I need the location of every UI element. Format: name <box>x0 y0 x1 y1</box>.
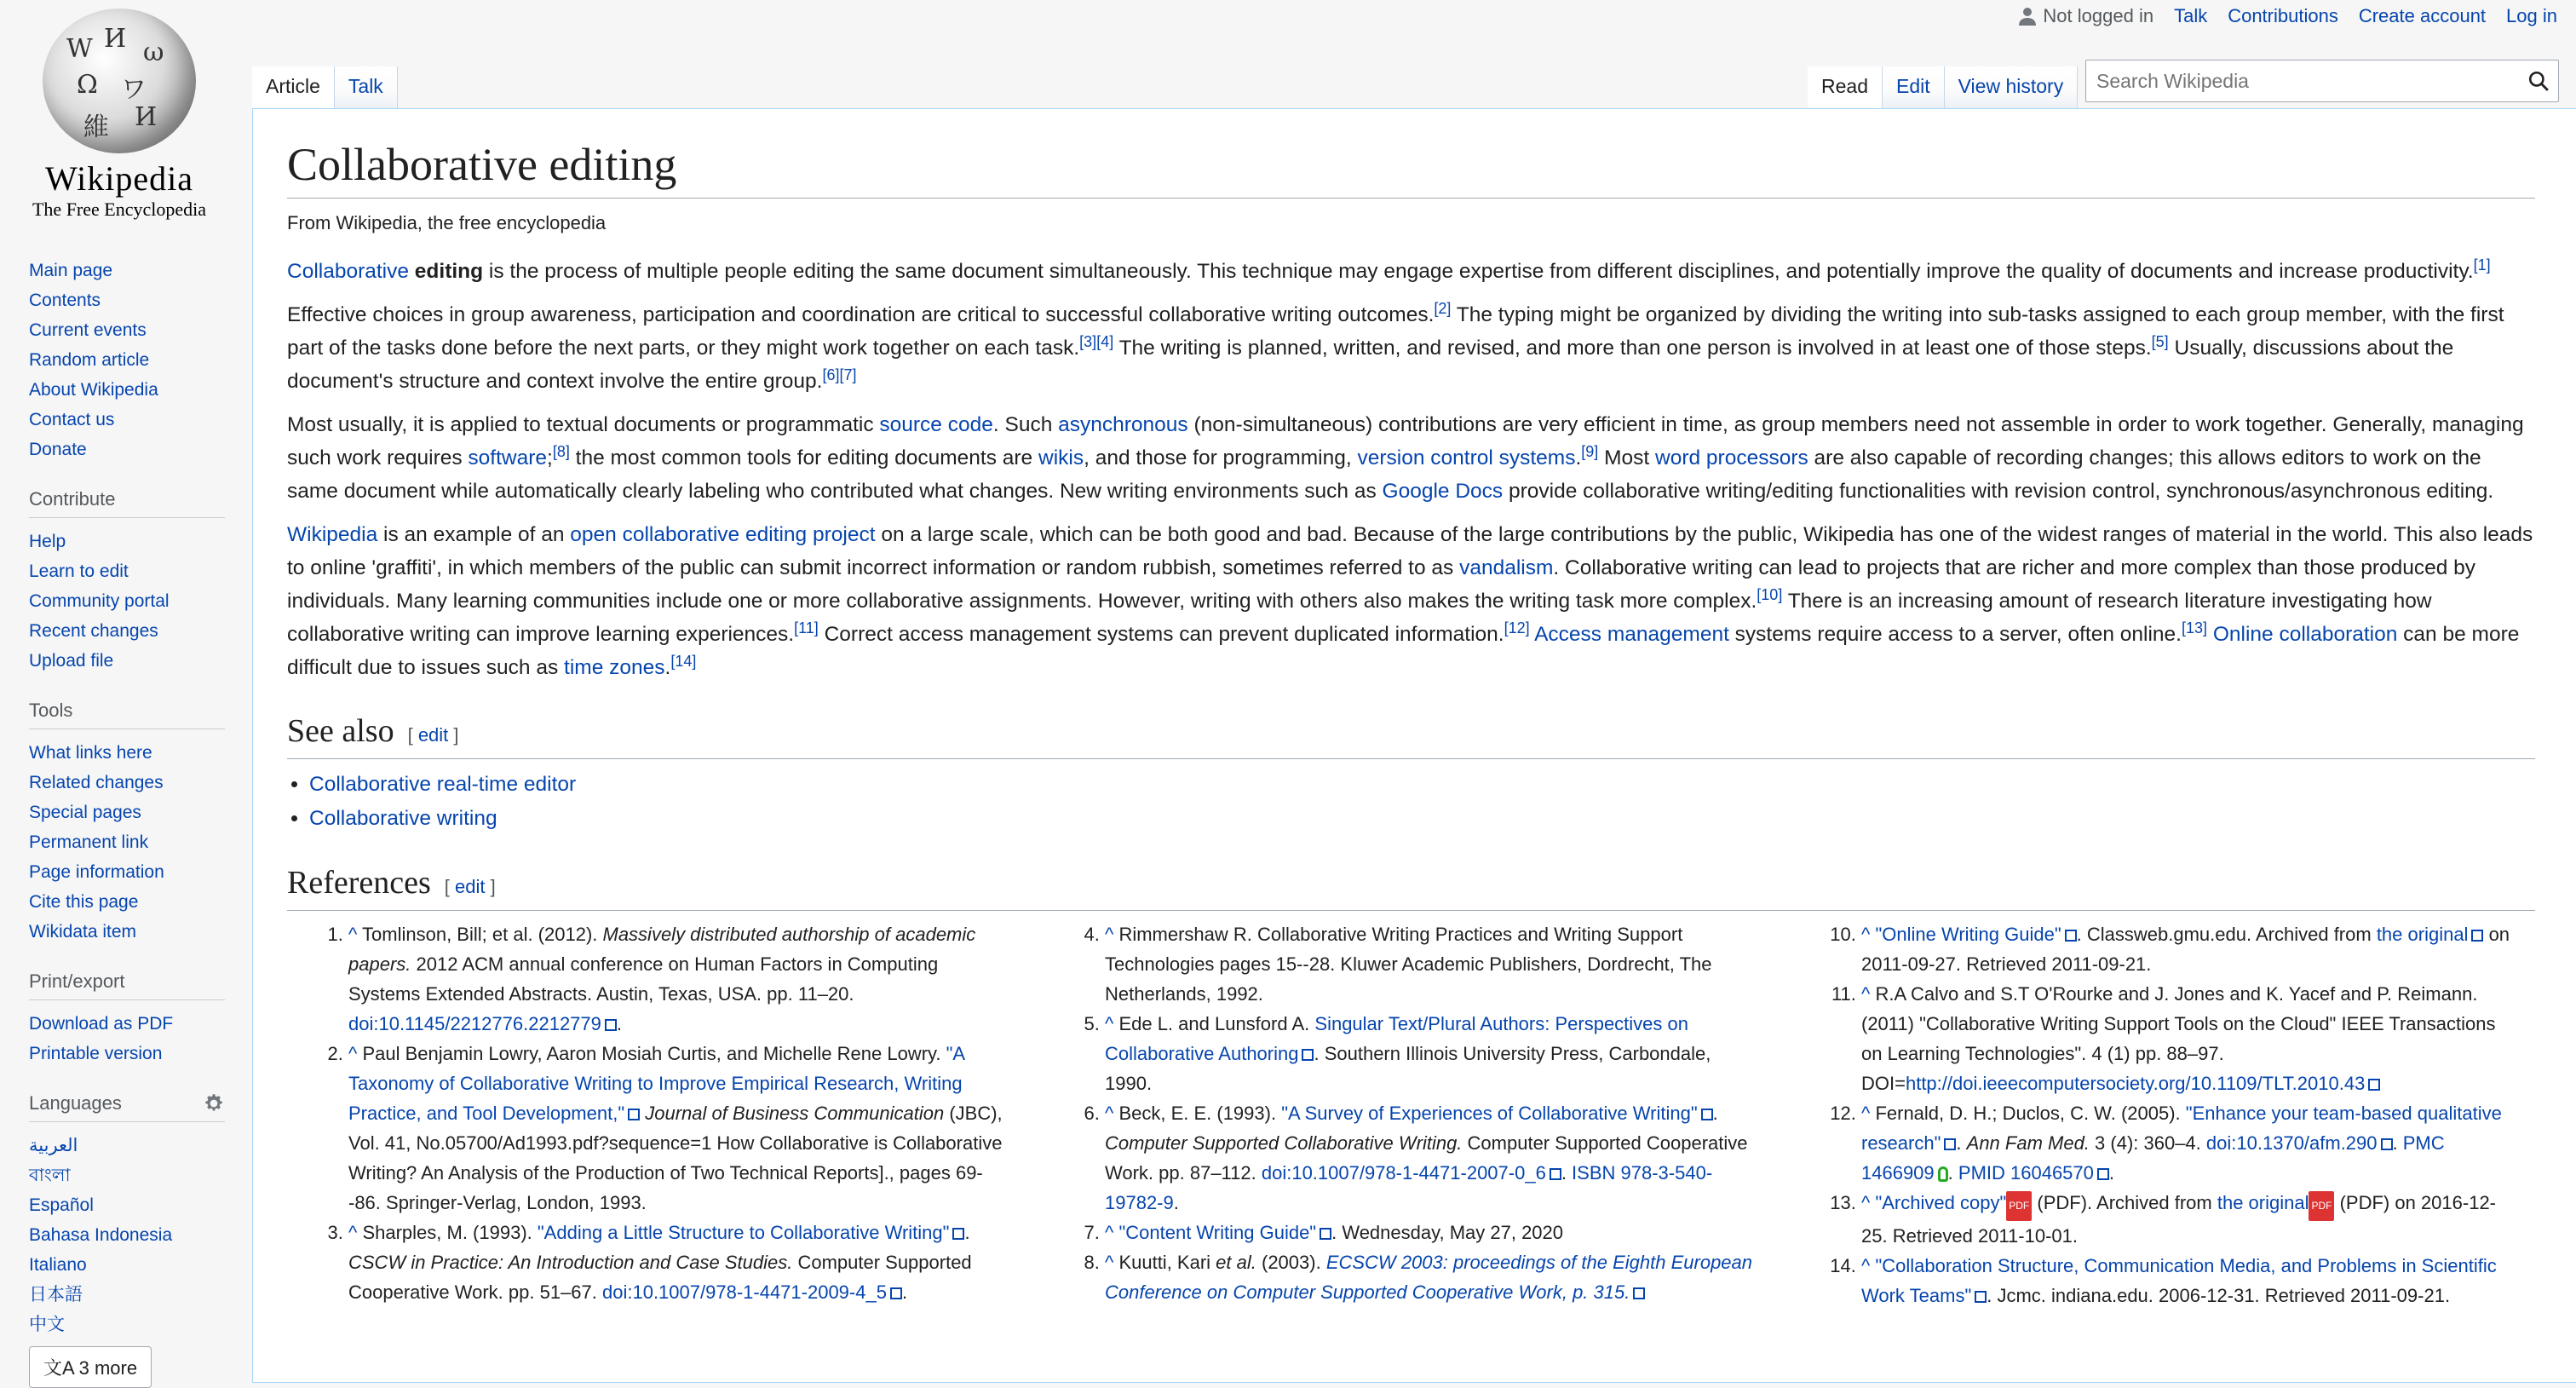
reference-item <box>348 1039 1004 1218</box>
tab-edit[interactable] <box>1883 66 1945 109</box>
sidebar-item-lang-it[interactable]: Italiano <box>29 1255 87 1275</box>
ref-link[interactable]: [2] <box>1434 299 1452 317</box>
tab-view-history[interactable] <box>1945 66 2079 109</box>
text: Most usually, it is applied to textual documents or programmatic <box>287 413 880 436</box>
text: . <box>1575 446 1582 469</box>
text: There is an increasing amount of research literature investigating how collaborative writing can improve learning experiences. <box>287 590 2432 646</box>
doi-value-link[interactable]: :10.1370/afm.290 <box>2231 1132 2378 1154</box>
tab-read[interactable]: Read <box>1808 66 1883 109</box>
see-also-item[interactable]: Collaborative writing <box>309 807 497 830</box>
text: are also capable of recording changes; this allows editors to work on the same document while automatically clearly labeling who contributed what changes. New writing environments such as <box>287 446 2481 503</box>
sidebar-item-wikidata-item[interactable]: Wikidata item <box>29 922 137 942</box>
backlink[interactable]: ^ <box>1105 1222 1114 1243</box>
external-link-icon <box>2471 930 2483 942</box>
references-column-3 <box>1800 919 2517 1310</box>
ref-link[interactable]: [3] <box>1079 332 1097 350</box>
text: . Such <box>992 413 1059 436</box>
reference-link[interactable]: "Enhance your team-based qualitative research" <box>1861 1103 2502 1154</box>
namespace-tabs <box>252 66 398 109</box>
text: 3 (4): 360–4. <box>2089 1132 2206 1154</box>
external-link-icon <box>1975 1291 1987 1303</box>
isbn-link[interactable]: ISBN <box>1572 1162 1616 1184</box>
reference-link[interactable]: "Content Writing Guide" <box>1118 1222 1317 1243</box>
doi-value-link[interactable]: :10.1145/2212776.2212779 <box>373 1013 601 1034</box>
tab-article[interactable]: Article <box>252 66 335 109</box>
see-also-item[interactable]: Collaborative real-time editor <box>309 773 577 796</box>
pdf-icon: PDF <box>2309 1191 2334 1221</box>
text: . Classweb.gmu.edu. Archived from <box>2076 924 2377 945</box>
reference-link[interactable]: "Archived copy" <box>1875 1192 2007 1213</box>
open-access-icon <box>1938 1166 1948 1182</box>
search-icon[interactable] <box>2519 70 2558 92</box>
backlink[interactable]: ^ <box>1105 1103 1114 1124</box>
sidebar-item-download-pdf[interactable]: Download as PDF <box>29 1014 174 1034</box>
pmc-link[interactable]: PMC <box>2402 1132 2445 1154</box>
print-list <box>29 1009 225 1068</box>
wikipedia-logo[interactable] <box>17 9 221 222</box>
text: ; <box>547 446 553 469</box>
text: Effective choices in group awareness, participation and coordination are critical to successful collaborative writing outcomes. <box>287 303 1435 326</box>
personal-tools <box>2019 5 2557 27</box>
reference-item <box>1105 919 1761 1009</box>
link-wikis[interactable]: wikis <box>1038 446 1084 469</box>
text: . <box>2392 1132 2403 1154</box>
reference-link[interactable]: "Adding a Little Structure to Collaborative Writing" <box>537 1222 950 1243</box>
wordmark: Wikipedia <box>45 159 193 198</box>
sidebar-item-lang-bn[interactable]: বাংলা <box>29 1166 71 1185</box>
sidebar-item-help[interactable]: Help <box>29 532 66 551</box>
backlink[interactable]: ^ <box>348 924 358 945</box>
text: , and those for programming, <box>1084 446 1358 469</box>
backlink[interactable]: ^ <box>1861 983 1871 1005</box>
reference-item: 3. ^ Sharples, M. (1993). "Adding a Little Structure to Collaborative Writing" . CSCW in Practice: An Introduction and Case Studies. Computer Supported Cooperative Work. pp. 51–67. doi:10.1007/978-1-4471-2009-4_5 . <box>348 1218 1004 1307</box>
pmid-value-link[interactable]: 16046570 <box>2004 1162 2094 1184</box>
backlink[interactable]: ^ <box>1105 1013 1114 1034</box>
archive-link[interactable]: the original <box>2217 1192 2309 1213</box>
text: (2003). <box>1256 1252 1326 1273</box>
sidebar-item-what-links-here[interactable]: What links here <box>29 743 152 763</box>
text: is an example of an <box>377 523 571 546</box>
ref-link[interactable]: [9] <box>1581 442 1599 460</box>
reference-item <box>1105 1009 1761 1098</box>
text: (PDF) on 2016-12-25. Retrieved 2011-10-01. <box>1861 1192 2497 1247</box>
text: . <box>1956 1132 1967 1154</box>
text: . Wednesday, May 27, 2020 <box>1331 1222 1564 1243</box>
not-logged-in-label: Not logged in <box>2043 5 2154 26</box>
ref-link[interactable]: [6] <box>822 366 840 383</box>
text: Paul Benjamin Lowry, Aaron Mosiah Curtis, and Michelle Rene Lowry. <box>357 1043 946 1064</box>
external-link-icon <box>1701 1109 1713 1120</box>
ref-link[interactable]: [10] <box>1757 585 1783 603</box>
paragraph-1 <box>287 255 2535 288</box>
link-access-management[interactable]: Access management <box>1534 623 1729 646</box>
ref-link[interactable]: [13] <box>2181 619 2207 636</box>
tab-talk-label[interactable]: Talk <box>348 75 383 97</box>
reference-item <box>1861 1188 2517 1251</box>
talk-link[interactable]: Talk <box>2174 5 2208 26</box>
text: . Jcmc. indiana.edu. 2006-12-31. Retrieved 2011-09-21. <box>1987 1285 2451 1306</box>
navigation-list <box>29 256 225 464</box>
sidebar-item-special-pages[interactable]: Special pages <box>29 803 141 822</box>
text: The typing might be organized by dividing the writing into sub-tasks assigned to each group member, with the first part of the tasks done before the next parts, or they might work together on each task. <box>287 303 2504 360</box>
tools-heading: Tools <box>29 700 225 729</box>
text: Massively distributed authorship of academic papers. <box>348 924 976 975</box>
reference-link[interactable]: Singular Text/Plural Authors: Perspectives on Collaborative Authoring <box>1105 1013 1688 1064</box>
text: Kuutti, Kari <box>1113 1252 1216 1273</box>
doi-link[interactable]: doi <box>1261 1162 1287 1184</box>
ref-link[interactable]: [5] <box>2151 332 2169 350</box>
text: Ann Fam Med. <box>1966 1132 2090 1154</box>
section-edit: [ edit ] <box>407 724 459 746</box>
doi-value-link[interactable]: :10.1007/978-1-4471-2007-0_6 <box>1286 1162 1546 1184</box>
tools-list <box>29 738 225 947</box>
link-asynchronous[interactable]: asynchronous <box>1058 413 1188 436</box>
sidebar-item-community-portal[interactable]: Community portal <box>29 591 170 611</box>
sidebar-item-contact[interactable]: Contact us <box>29 410 115 429</box>
reference-item <box>1105 1218 1761 1247</box>
text: can be more difficult due to issues such as <box>287 623 2520 679</box>
tab-talk[interactable] <box>335 66 398 109</box>
text: (non-simultaneous) contributions are very efficient in time, as group members need not assemble in order to work together. Generally, managing such work requires <box>287 413 2524 469</box>
link-version-control[interactable]: version control systems <box>1357 446 1576 469</box>
external-link-icon <box>1944 1138 1956 1150</box>
bold-editing: editing <box>409 260 484 283</box>
ref-link[interactable]: [4] <box>1096 332 1114 350</box>
text: on 2011-09-27. Retrieved 2011-09-21. <box>1861 924 2510 975</box>
backlink[interactable]: ^ <box>1861 1103 1871 1124</box>
sidebar-item-lang-ar[interactable]: العربية <box>29 1136 78 1155</box>
reference-link[interactable]: "Collaboration Structure, Communication Media, and Problems in Scientific Work Teams" <box>1861 1255 2497 1306</box>
external-link-icon <box>952 1228 964 1240</box>
see-also-heading <box>287 710 2535 759</box>
text: is the process of multiple people editing the same document simultaneously. This technique may engage expertise from different disciplines, and potentially improve the quality of documents and increase productivity. <box>483 260 2474 283</box>
text: Computer Supported Cooperative Work. pp. 87–112. <box>1105 1132 1748 1184</box>
reference-item: 6. ^ Beck, E. E. (1993). "A Survey of Experiences of Collaborative Writing" . Computer Supported Collaborative Writing. Computer Supported Cooperative Work. pp. 87–112. doi:10.1007/978-1-4471-2007-0_6 . ISBN 978-3-540-19782-9. <box>1105 1098 1761 1218</box>
sidebar-item-learn-to-edit[interactable]: Learn to edit <box>29 562 129 581</box>
pmc-value-link[interactable]: 1466909 <box>1861 1162 1935 1184</box>
external-link-icon <box>2097 1168 2109 1180</box>
search-box <box>2085 60 2559 102</box>
link-collaborative[interactable]: Collaborative <box>287 260 409 283</box>
references-column-1 <box>287 919 1004 1310</box>
link-open-collaborative[interactable]: open collaborative editing project <box>570 523 876 546</box>
text: . <box>1173 1192 1179 1213</box>
tagline: The Free Encyclopedia <box>32 199 206 220</box>
references-title: References <box>287 865 431 901</box>
create-account-link[interactable]: Create account <box>2358 5 2487 26</box>
reference-item <box>1861 979 2517 1098</box>
edit-section-link[interactable]: edit <box>417 724 449 746</box>
ref-link[interactable]: [12] <box>1504 619 1530 636</box>
gear-icon[interactable] <box>203 1092 225 1114</box>
see-also-list <box>287 768 2535 836</box>
link-word-processors[interactable]: word processors <box>1655 446 1808 469</box>
link-google-docs[interactable]: Google Docs <box>1382 480 1504 503</box>
external-link-icon <box>1302 1049 1314 1061</box>
tab-view-history-label[interactable]: View history <box>1958 75 2064 97</box>
doi-link[interactable]: doi <box>2205 1132 2232 1154</box>
see-also-title: See also <box>287 713 394 749</box>
site-subtitle: From Wikipedia, the free encyclopedia <box>287 212 607 233</box>
view-tabs <box>1808 66 2078 109</box>
page-title: Collaborative editing <box>287 135 2535 199</box>
external-link-icon <box>1320 1228 1331 1240</box>
sidebar-item-random-article[interactable]: Random article <box>29 350 150 370</box>
contribute-list <box>29 527 225 676</box>
reference-link[interactable]: "A Survey of Experiences of Collaborative Writing" <box>1281 1103 1698 1124</box>
link-time-zones[interactable]: time zones <box>564 656 665 679</box>
external-link-icon <box>2368 1079 2380 1091</box>
isbn-value-link[interactable]: 978-3-540-19782-9 <box>1105 1162 1713 1213</box>
backlink[interactable]: ^ <box>1861 924 1871 945</box>
text: . <box>1947 1162 1958 1184</box>
external-link-icon <box>628 1109 640 1120</box>
external-link-icon <box>2381 1138 2393 1150</box>
text: . Southern Illinois University Press, Carbondale, 1990. <box>1105 1043 1711 1094</box>
text: Fernald, D. H.; Duclos, C. W. (2005). <box>1870 1103 2186 1124</box>
sidebar-item-lang-ja[interactable]: 日本語 <box>29 1285 83 1304</box>
text: R.A Calvo and S.T O'Rourke and J. Jones and K. Yacef and P. Reimann. (2011) "Collaborative Writing Support Tools on the Cloud" IEEE Transactions on Learning Technologies". 4 (1) pp. 88–97. DOI= <box>1861 983 2496 1094</box>
search-input[interactable] <box>2086 70 2519 93</box>
sidebar-item-related-changes[interactable]: Related changes <box>29 773 164 792</box>
text: (PDF). Archived from <box>2032 1192 2217 1213</box>
pmid-link[interactable]: PMID <box>1958 1162 2005 1184</box>
text: . Collaborative writing can lead to projects that are richer and more complex than those produced by individuals. Many learning communities include one or more collaborative assignments. However, writing with others also makes the writing task more complex. <box>287 556 2476 613</box>
ref-link[interactable]: [14] <box>670 652 697 670</box>
sidebar-item-main-page[interactable]: Main page <box>29 261 113 280</box>
text <box>2207 623 2213 646</box>
sidebar-item-cite-this-page[interactable]: Cite this page <box>29 892 139 912</box>
text: the most common tools for editing documents are <box>569 446 1038 469</box>
ref-link[interactable]: [7] <box>839 366 857 383</box>
text: on a large scale, which can be both good and bad. Because of the large contributions by the public, Wikipedia has one of the widest ranges of material in the world. This also leads to online 'graffiti', in which members of the public can submit incorrect information or random rubbish, sometimes referred to as <box>287 523 2533 579</box>
text: Rimmershaw R. Collaborative Writing Practices and Writing Support Technologies pages 15--28. Kluwer Academic Publishers, Dordrecht, The Netherlands, 1992. <box>1105 924 1712 1005</box>
contribute-heading: Contribute <box>29 488 225 518</box>
reference-link[interactable]: "Online Writing Guide" <box>1875 924 2061 945</box>
sidebar <box>29 256 225 1388</box>
references-list <box>287 919 2535 1310</box>
globe-icon: W И ω Ω ワ 維 И <box>43 9 196 153</box>
sidebar-item-current-events[interactable]: Current events <box>29 320 147 340</box>
reference-item: 1. ^ Tomlinson, Bill; et al. (2012). Massively distributed authorship of academic papers. 2012 ACM annual conference on Human Factors in Computing Systems Extended Abstracts. Austin, Texas, USA. pp. 11–20. doi:10.1145/2212776.2212779 . <box>348 919 1004 1039</box>
more-languages-label: 3 more <box>78 1357 138 1379</box>
text: Most <box>1598 446 1656 469</box>
languages-list <box>29 1131 225 1339</box>
reference-item <box>1861 1251 2517 1310</box>
link-software[interactable]: software <box>468 446 548 469</box>
text: Tomlinson, Bill; et al. (2012). <box>357 924 603 945</box>
section-edit: [ edit ] <box>444 876 496 897</box>
not-logged-in <box>2019 5 2153 27</box>
sidebar-item-contents[interactable]: Contents <box>29 291 101 310</box>
text: (JBC), Vol. 41, No.05700/Ad1993.pdf?sequence=1 How Collaborative is Collaborative Writing? An Analysis of the Production of Two Technical Reports]., pages 69--86. Springer-Verlag, London, 1993. <box>348 1103 1003 1213</box>
contributions-link[interactable]: Contributions <box>2228 5 2338 26</box>
sidebar-item-page-information[interactable]: Page information <box>29 862 164 882</box>
external-link-icon <box>2065 930 2077 942</box>
paragraph-3 <box>287 408 2535 508</box>
text: Journal of Business Communication <box>640 1103 945 1124</box>
text: Usually, discussions about the document's structure and context involve the entire group. <box>287 337 2454 393</box>
languages-heading <box>29 1092 225 1122</box>
edit-section-link[interactable]: edit <box>455 876 486 897</box>
sidebar-item-permanent-link[interactable]: Permanent link <box>29 832 149 852</box>
sidebar-item-lang-id[interactable]: Bahasa Indonesia <box>29 1225 173 1245</box>
user-icon <box>2019 7 2036 26</box>
doi-value-link[interactable]: :10.1007/978-1-4471-2009-4_5 <box>627 1281 887 1303</box>
link-wikipedia[interactable]: Wikipedia <box>287 523 378 546</box>
log-in-link[interactable]: Log in <box>2506 5 2557 26</box>
sidebar-item-about[interactable]: About Wikipedia <box>29 380 158 400</box>
reference-link[interactable]: http://doi.ieeecomputersociety.org/10.1109/TLT.2010.43 <box>1905 1073 2366 1094</box>
sidebar-item-lang-es[interactable]: Español <box>29 1195 94 1215</box>
backlink[interactable]: ^ <box>348 1043 358 1064</box>
text: . <box>1712 1103 1718 1124</box>
backlink[interactable]: ^ <box>1861 1192 1871 1213</box>
backlink[interactable]: ^ <box>1861 1255 1871 1276</box>
ref-link[interactable]: [8] <box>552 442 570 460</box>
print-heading: Print/export <box>29 970 225 1000</box>
sidebar-item-donate[interactable]: Donate <box>29 440 87 459</box>
paragraph-4 <box>287 518 2535 684</box>
text: et al. <box>1216 1252 1256 1273</box>
text: 2012 ACM annual conference on Human Factors in Computing Systems Extended Abstracts. Austin, Texas, USA. pp. 11–20. <box>348 953 939 1005</box>
reference-link[interactable]: "A Taxonomy of Collaborative Writing to Improve Empirical Research, Writing Practice, and Tool Development," <box>348 1043 964 1124</box>
sidebar-item-upload-file[interactable]: Upload file <box>29 651 114 671</box>
paragraph-2 <box>287 298 2535 398</box>
text: . <box>664 656 671 679</box>
text: . <box>2108 1162 2115 1184</box>
reference-item <box>1861 919 2517 979</box>
link-vandalism[interactable]: vandalism <box>1459 556 1554 579</box>
ref-link[interactable]: [11] <box>794 619 819 636</box>
text: CSCW in Practice: An Introduction and Case Studies. <box>348 1252 793 1273</box>
text: Ede L. and Lunsford A. <box>1113 1013 1315 1034</box>
external-link-icon <box>1550 1168 1561 1180</box>
text: The writing is planned, written, and revised, and more than one person is involved in at least one of those steps. <box>1113 337 2152 360</box>
text: Correct access management systems can prevent duplicated information. <box>818 623 1504 646</box>
link-source-code[interactable]: source code <box>879 413 993 436</box>
external-link-icon <box>1633 1287 1645 1299</box>
external-link-icon <box>605 1019 617 1031</box>
text: Sharples, M. (1993). <box>357 1222 538 1243</box>
doi-link[interactable]: doi <box>348 1013 374 1034</box>
reference-item <box>1861 1098 2517 1188</box>
tab-edit-label[interactable]: Edit <box>1895 75 1930 97</box>
references-heading <box>287 861 2535 911</box>
external-link-icon <box>890 1287 902 1299</box>
references-column-2 <box>1044 919 1761 1310</box>
content <box>252 108 2576 1383</box>
translate-icon: 文A <box>43 1357 74 1379</box>
sidebar-item-lang-zh[interactable]: 中文 <box>29 1315 65 1334</box>
sidebar-item-printable-version[interactable]: Printable version <box>29 1044 163 1063</box>
text: . <box>964 1222 970 1243</box>
text: Computer Supported Collaborative Writing. <box>1105 1132 1463 1154</box>
sidebar-item-recent-changes[interactable]: Recent changes <box>29 621 158 641</box>
reference-link-text: ECSCW 2003: proceedings of the Eighth European Conference on Computer Supported Cooperative Work, p. 315. <box>1105 1252 1753 1303</box>
doi-link[interactable]: doi <box>602 1281 628 1303</box>
text: Beck, E. E. (1993). <box>1113 1103 1282 1124</box>
text: Computer Supported Cooperative Work. pp. 51–67. <box>348 1252 972 1303</box>
text: systems require access to a server, often online. <box>1728 623 2182 646</box>
archive-link[interactable]: the original <box>2376 924 2469 945</box>
reference-item <box>1105 1247 1761 1307</box>
backlink[interactable]: ^ <box>1105 1252 1114 1273</box>
pdf-icon: PDF <box>2006 1191 2032 1221</box>
backlink[interactable]: ^ <box>1105 924 1114 945</box>
languages-heading-label: Languages <box>29 1092 122 1114</box>
backlink[interactable]: ^ <box>348 1222 358 1243</box>
text: provide collaborative writing/editing functionalities with revision control, synchronous/asynchronous editing. <box>1503 480 2494 503</box>
link-online-collaboration[interactable]: Online collaboration <box>2212 623 2398 646</box>
ref-link[interactable]: [1] <box>2473 256 2491 274</box>
more-languages-button[interactable] <box>29 1346 152 1388</box>
